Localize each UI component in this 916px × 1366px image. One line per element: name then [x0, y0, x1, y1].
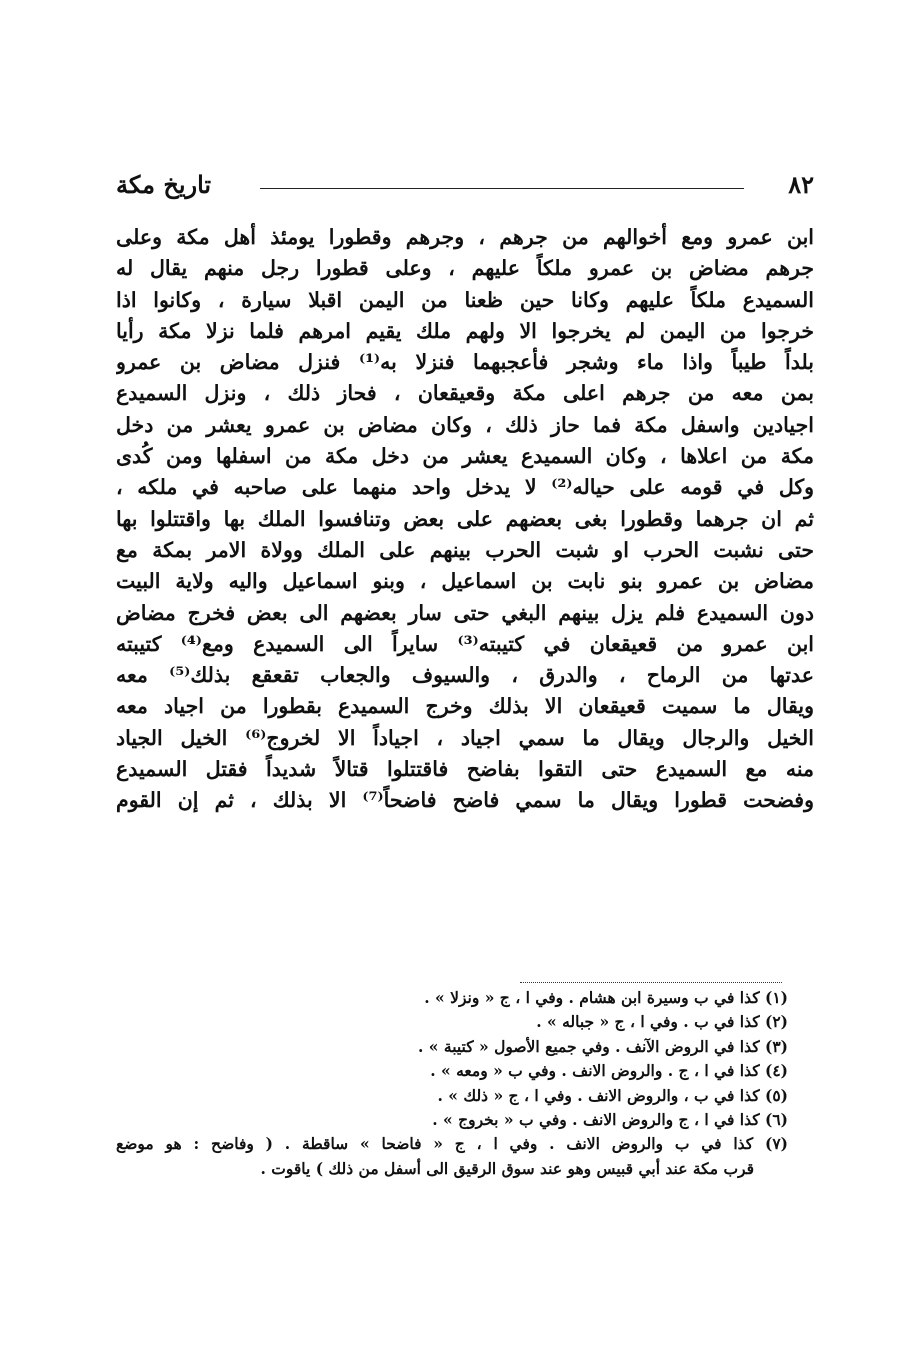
text-line: ثم ان جرهما وقطورا بغى بعضهم على بعض وتنافسوا الملك بها واقتتلوا بها: [116, 506, 814, 531]
footnote-separator: [520, 982, 782, 983]
footnote: (٦) كذا في ا ، ج والروض الانف . وفي ب « بخروج » .: [432, 1109, 788, 1129]
body-text: [116, 222, 814, 817]
text-line: الخيل والرجال ويقال ما سمي اجياد ، اجياداً الا لخروج⁽⁶⁾ الخيل الجياد: [116, 725, 814, 750]
page-number: ٨٢: [788, 170, 814, 199]
text-line: خرجوا من اليمن لم يخرجوا الا ولهم ملك يقيم امرهم فلما نزلا مكة رأيا: [116, 318, 814, 343]
footnote: (٧) كذا في ب والروض الانف . وفي ا ، ج « فاضحا » ساقطة . ( وفاضح : هو موضع: [116, 1134, 788, 1154]
text-line: اجيادين واسفل مكة فما حاز ذلك ، وكان مضاض بن عمرو يعشر من دخل: [116, 412, 814, 437]
text-line: جرهم مضاض بن عمرو ملكاً عليهم ، وعلى قطورا رجل منهم يقال له: [116, 256, 814, 281]
text-line: بمن معه من جرهم اعلى مكة وقعيقعان ، فحاز ذلك ، ونزل السميدع: [116, 381, 814, 406]
running-title: تاريخ مكة: [116, 170, 212, 199]
footnote-continuation: قرب مكة عند أبي قبيس وهو عند سوق الرقيق الى أسفل من ذلك ) ياقوت .: [260, 1158, 754, 1178]
footnote: (٣) كذا في الروض الآنف . وفي جميع الأصول « كتيبة » .: [418, 1036, 788, 1056]
footnote: (٤) كذا في ا ، ج . والروض الانف . وفي ب « ومعه » .: [430, 1061, 788, 1081]
text-line: منه مع السميدع حتى التقوا بفاضح فاقتتلوا قتالاً شديداً فقتل السميدع: [116, 757, 814, 782]
text-line: ويقال ما سميت قعيقعان الا بذلك وخرج السميدع بقطورا من اجياد معه: [116, 694, 814, 719]
text-line: مكة من اعلاها ، وكان السميدع يعشر من دخل مكة من اسفلها ومن كُدى: [116, 444, 814, 469]
text-line: حتى نشبت الحرب او شبت الحرب بينهم على الملك وولاة الامر بمكة مع: [116, 537, 814, 562]
text-line: ابن عمرو من قعيقعان في كتيبته⁽³⁾ سايراً الى السميدع ومع⁽⁴⁾ كتيبته: [116, 631, 814, 656]
text-line: مضاض بن عمرو بنو نابت بن اسماعيل ، وبنو اسماعيل واليه ولاية البيت: [116, 569, 814, 594]
text-line: وفضحت قطورا ويقال ما سمي فاضح فاضحاً⁽⁷⁾ الا بذلك ، ثم إن القوم: [116, 788, 814, 813]
text-line: عدتها من الرماح ، والدرق ، والسيوف والجعاب تقعقع بذلك⁽⁵⁾ معه: [116, 663, 814, 688]
footnotes: [116, 986, 788, 1181]
footnote: (٥) كذا في ب ، والروض الانف . وفي ا ، ج « ذلك » .: [437, 1085, 788, 1105]
text-line: بلداً طيباً واذا ماء وشجر فأعجبهما فنزلا به⁽¹⁾ فنزل مضاض بن عمرو: [116, 350, 814, 375]
text-line: وكل في قومه على حياله⁽²⁾ لا يدخل واحد منهما على صاحبه في ملكه ،: [116, 475, 814, 500]
page-header: [116, 168, 814, 202]
footnote: (٢) كذا في ب . وفي ا ، ج « جباله » .: [536, 1012, 788, 1032]
footnote: (١) كذا في ب وسيرة ابن هشام . وفي ا ، ج « ونزلا » .: [424, 988, 788, 1007]
text-line: ابن عمرو ومع أخوالهم من جرهم ، وجرهم وقطورا يومئذ أهل مكة وعلى: [116, 225, 814, 249]
text-line: دون السميدع فلم يزل بينهم البغي حتى سار بعضهم الى بعض فخرج مضاض: [116, 600, 814, 625]
text-line: السميدع ملكاً عليهم وكانا حين ظعنا من اليمن اقبلا سيارة ، وكانوا اذا: [116, 287, 814, 312]
header-rule: [260, 188, 744, 189]
